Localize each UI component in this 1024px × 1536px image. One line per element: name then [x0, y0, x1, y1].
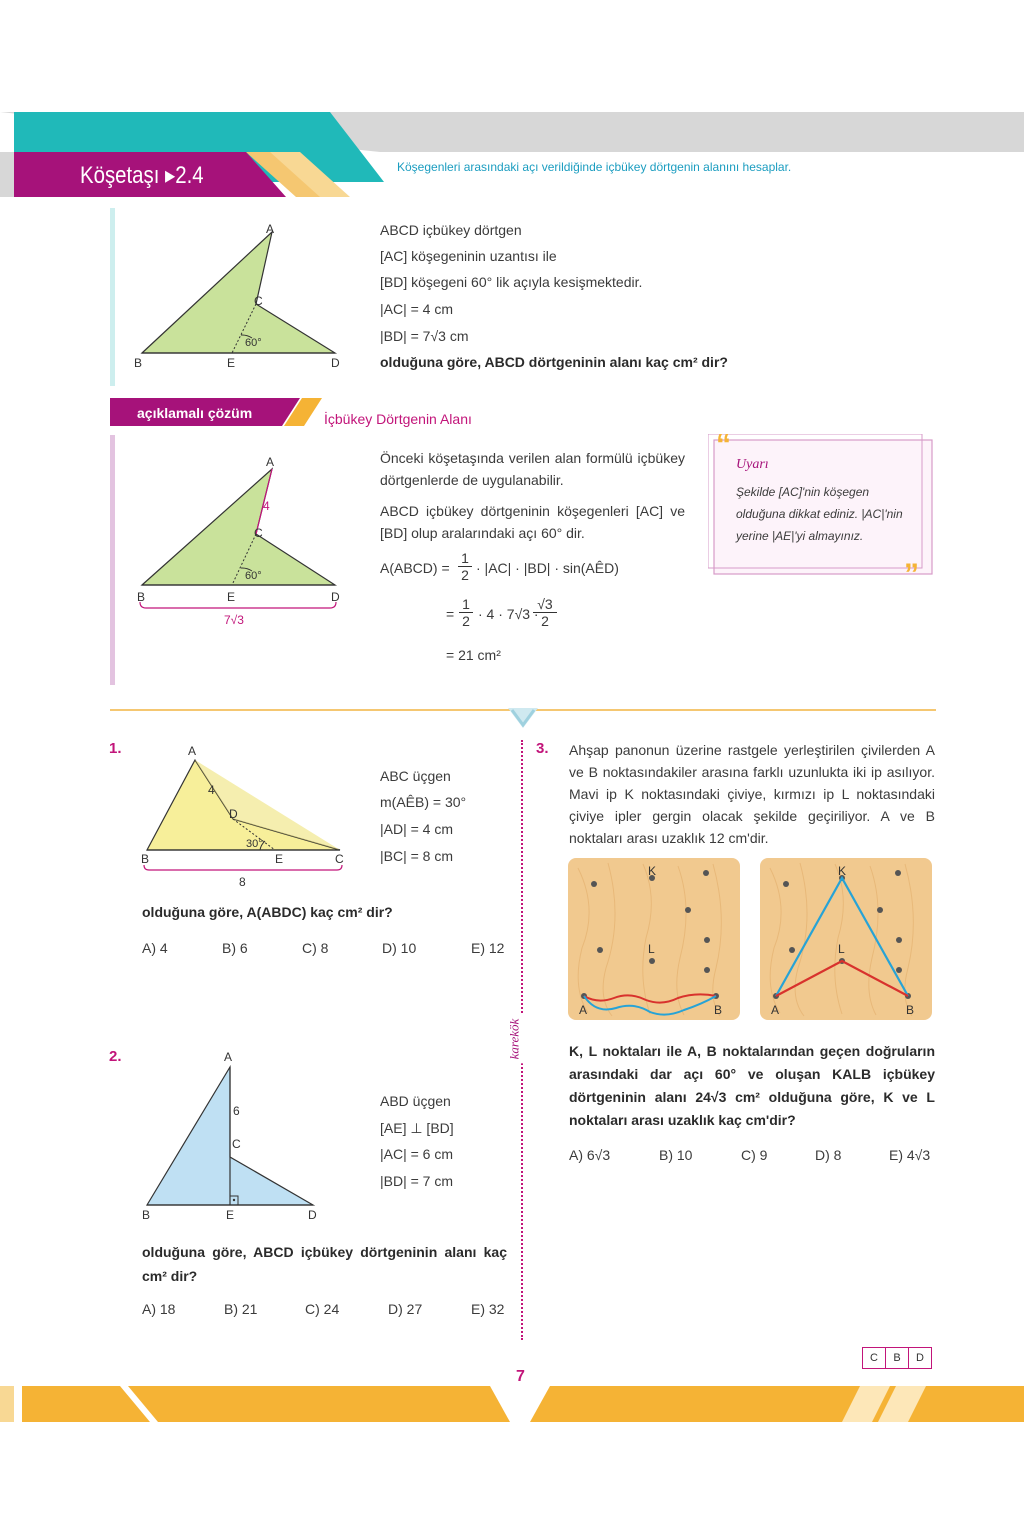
- formula-rhs1: · |AC| · |BD| · sin(AÊD): [476, 560, 619, 576]
- label-b: B: [141, 852, 150, 866]
- choice-c[interactable]: C) 24: [305, 1301, 340, 1317]
- label-b: B: [137, 590, 146, 604]
- solution-tag-label: açıklamalı çözüm: [137, 405, 253, 421]
- formula-rhs2: · 4 · 7√3 ·: [478, 606, 539, 622]
- label-ad: 4: [208, 783, 215, 797]
- label-d: D: [308, 1208, 317, 1222]
- label-e: E: [226, 1208, 235, 1222]
- solution-figure: [130, 452, 360, 632]
- choice-c[interactable]: C) 8: [302, 940, 329, 956]
- section-label: Köşetaşı ▸2.4: [80, 162, 204, 189]
- fraction-half-2: [459, 596, 473, 629]
- choice-b[interactable]: B) 6: [222, 940, 248, 956]
- label-bc: 8: [239, 875, 246, 889]
- answer-cell: B: [886, 1347, 909, 1369]
- frac-num: √3: [533, 596, 557, 613]
- choice-a[interactable]: A) 4: [142, 940, 168, 956]
- question-number: 3.: [536, 740, 549, 757]
- question-number: 1.: [109, 740, 122, 757]
- label-c: C: [254, 526, 263, 540]
- label-d: D: [331, 356, 340, 370]
- footer-band: [0, 1386, 1024, 1424]
- choice-c[interactable]: C) 9: [741, 1147, 768, 1163]
- given-line: [BD] köşegeni 60° lik açıyla kesişmektedir.: [380, 274, 643, 290]
- warning-text: Şekilde [AC]'nin köşegen olduğuna dikkat ediniz. |AC|'nin yerine |AE|'yi almayınız.: [736, 485, 903, 543]
- label-a: A: [771, 1003, 780, 1017]
- solution-title: İçbükey Dörtgenin Alanı: [324, 411, 472, 427]
- q1-figure: [135, 740, 355, 892]
- given-line: m(AÊB) = 30°: [380, 794, 467, 810]
- q2-figure: [135, 1045, 335, 1225]
- given-line: [AC] köşegeninin uzantısı ile: [380, 248, 557, 264]
- answer-key: [862, 1347, 932, 1369]
- label-a: A: [266, 455, 275, 469]
- label-a: A: [579, 1003, 588, 1017]
- label-b: B: [142, 1208, 151, 1222]
- label-e: E: [227, 356, 236, 370]
- label-c: C: [254, 294, 263, 308]
- solution-para2: ABCD içbükey dörtgeninin köşegenleri [AC] ve [BD] olup aralarındaki açı 60° dir.: [380, 503, 685, 541]
- label-bd: 7√3: [224, 613, 244, 627]
- label-b: B: [134, 356, 143, 370]
- frac-num: 1: [459, 596, 473, 613]
- label-b: B: [714, 1003, 723, 1017]
- choice-e[interactable]: E) 32: [471, 1301, 505, 1317]
- svg-text:“: “: [716, 434, 731, 461]
- choice-a[interactable]: A) 6√3: [569, 1147, 611, 1163]
- label-b: B: [906, 1003, 915, 1017]
- choice-d[interactable]: D) 10: [382, 940, 417, 956]
- given-line: ABCD içbükey dörtgen: [380, 222, 522, 238]
- label-e: E: [275, 852, 284, 866]
- fraction-sqrt3-2: [533, 596, 557, 629]
- given-line: [AE] ⊥ [BD]: [380, 1120, 454, 1136]
- label-ac: 6: [233, 1104, 240, 1118]
- frac-num: 1: [458, 550, 472, 567]
- example-figure: [130, 215, 360, 380]
- label-e: E: [227, 590, 236, 604]
- example-sidebar-line: [110, 208, 115, 386]
- given-line: |AD| = 4 cm: [380, 821, 454, 837]
- choice-d[interactable]: D) 27: [388, 1301, 423, 1317]
- given-line: |BC| = 8 cm: [380, 848, 454, 864]
- frac-den: 2: [541, 613, 549, 629]
- label-angle: 30°: [246, 838, 263, 850]
- label-l: L: [648, 942, 655, 956]
- choice-e[interactable]: E) 4√3: [889, 1147, 931, 1163]
- label-a: A: [224, 1050, 233, 1064]
- q1-question: olduğuna göre, A(ABDC) kaç cm² dir?: [142, 904, 393, 920]
- q3-question: K, L noktaları ile A, B noktalarından geçen doğruların arasındaki dar açı 60° ve oluşan KALB içbükey dörtgeninin alanı 24√3 cm² olduğuna göre, K ve L noktaları arası uzaklık kaç cm'dir?: [569, 1043, 935, 1128]
- formula-result: = 21 cm²: [446, 647, 501, 663]
- label-a: A: [188, 744, 197, 758]
- label-k: K: [838, 864, 847, 878]
- formula-lhs: A(ABCD) =: [380, 560, 450, 576]
- frac-den: 2: [461, 567, 469, 583]
- label-angle: 60°: [245, 337, 262, 349]
- q3-board-2: [760, 858, 932, 1020]
- q2-question: olduğuna göre, ABCD içbükey dörtgeninin alanı kaç cm² dir?: [142, 1244, 507, 1284]
- label-angle: 60°: [245, 570, 262, 582]
- fraction-half: [458, 550, 472, 583]
- label-a: A: [266, 222, 275, 236]
- label-k: K: [648, 864, 657, 878]
- q3-text: Ahşap panonun üzerine rastgele yerleştirilen çivilerden A ve B noktasındakiler arasına farklı uzunlukta iki ip asılıyor. Mavi ip K noktasındaki çiviye, kırmızı ip L noktasındaki çiviye ipler gergin olacak şekilde geçiriliyor. A ve B noktaları arası uzaklık 12 cm'dir.: [569, 742, 935, 846]
- choice-a[interactable]: A) 18: [142, 1301, 176, 1317]
- answer-cell: D: [909, 1347, 932, 1369]
- given-line: ABD üçgen: [380, 1093, 451, 1109]
- given-line: |BD| = 7√3 cm: [380, 328, 469, 344]
- page-number: 7: [516, 1368, 525, 1385]
- solution-sidebar-line: [110, 435, 115, 685]
- choice-d[interactable]: D) 8: [815, 1147, 842, 1163]
- choice-e[interactable]: E) 12: [471, 940, 505, 956]
- warning-title: Uyarı: [736, 457, 769, 472]
- choice-b[interactable]: B) 10: [659, 1147, 693, 1163]
- answer-cell: C: [862, 1347, 886, 1369]
- q3-board-1: [568, 858, 740, 1020]
- given-line: |AC| = 4 cm: [380, 301, 454, 317]
- given-line: ABC üçgen: [380, 768, 451, 784]
- formula-eq: =: [446, 606, 455, 622]
- frac-den: 2: [462, 613, 470, 629]
- label-c: C: [232, 1137, 241, 1151]
- label-d: D: [229, 807, 238, 821]
- choice-b[interactable]: B) 21: [224, 1301, 258, 1317]
- solution-para1: Önceki köşetaşında verilen alan formülü içbükey dörtgenlerde de uygulanabilir.: [380, 450, 685, 488]
- label-ac: 4: [263, 499, 270, 513]
- divider-notch: [508, 708, 538, 730]
- label-l: L: [838, 942, 845, 956]
- label-c: C: [335, 852, 344, 866]
- given-line: |BD| = 7 cm: [380, 1173, 454, 1189]
- objective-text: Köşegenleri arasındaki açı verildiğinde içbükey dörtgenin alanını hesaplar.: [397, 160, 792, 174]
- question-number: 2.: [109, 1048, 122, 1065]
- side-label: karekök: [505, 1015, 523, 1064]
- svg-text:”: ”: [904, 558, 919, 582]
- label-d: D: [331, 590, 340, 604]
- given-line: |AC| = 6 cm: [380, 1146, 454, 1162]
- example-question: olduğuna göre, ABCD dörtgeninin alanı kaç cm² dir?: [380, 354, 728, 370]
